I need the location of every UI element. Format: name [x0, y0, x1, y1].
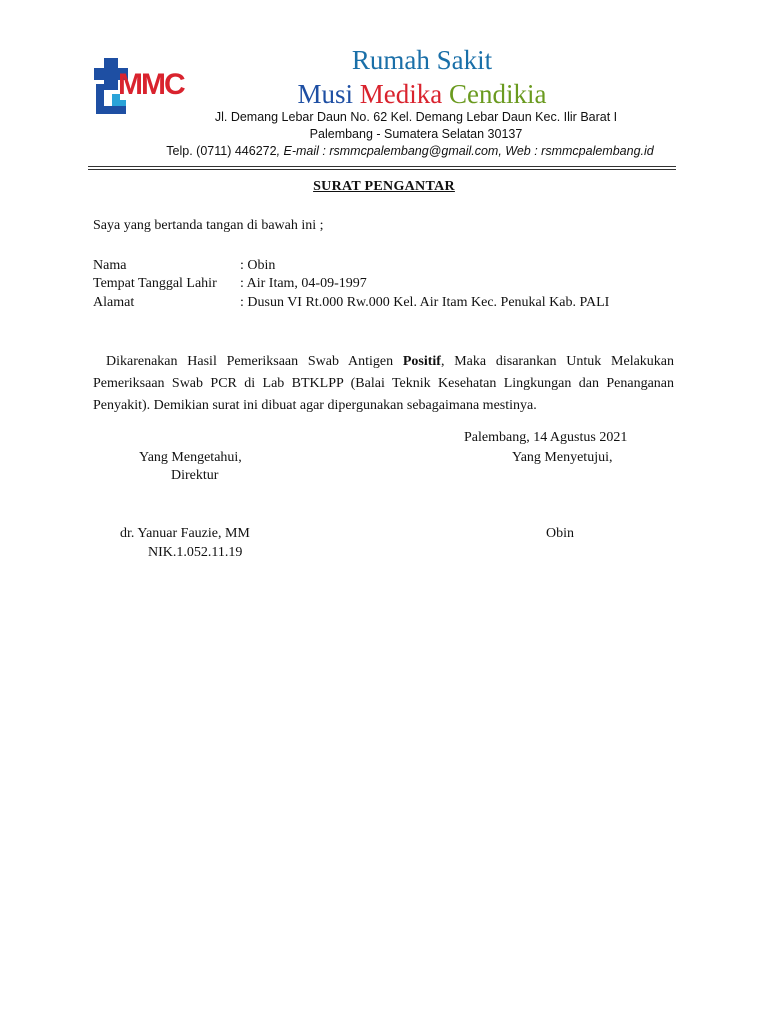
- header-divider-top: [88, 166, 676, 167]
- body-paragraph: [93, 351, 674, 417]
- hospital-name-line2: [222, 79, 622, 109]
- right-sign-name: Obin: [546, 526, 574, 541]
- letter-title: SURAT PENGANTAR: [313, 179, 455, 194]
- field-value-alamat: : Dusun VI Rt.000 Rw.000 Kel. Air Itam Kec. Penukal Kab. PALI: [240, 295, 610, 310]
- contact-email-web: , E-mail : rsmmcpalembang@gmail.com, Web : rsmmcpalembang.id: [276, 144, 654, 158]
- field-label-nama: Nama: [93, 258, 127, 273]
- field-label-ttl: Tempat Tanggal Lahir: [93, 276, 217, 291]
- hospital-name-cendikia: Cendikia: [449, 79, 547, 109]
- logo-text: MMC: [118, 68, 184, 101]
- hospital-name-line1: Rumah Sakit: [351, 45, 493, 75]
- address-line2: Palembang - Sumatera Selatan 30137: [309, 127, 523, 141]
- field-label-alamat: Alamat: [93, 295, 135, 310]
- left-sign-role: Direktur: [171, 468, 219, 483]
- header-divider-bottom: [88, 169, 676, 170]
- body-text-after: , Maka disarankan Untuk Melakukan Pemeriksaan Swab PCR di Lab BTKLPP (Balai Teknik Kesehatan Lingkungan dan Penanganan Penyakit). Demikian surat ini dibuat agar dipergunakan sebagaimana mestinya.: [93, 354, 675, 413]
- intro-text: Saya yang bertanda tangan di bawah ini ;: [93, 218, 324, 233]
- hospital-logo: [90, 50, 188, 116]
- field-value-nama: : Obin: [240, 258, 276, 273]
- left-sign-heading: Yang Mengetahui,: [139, 450, 242, 465]
- body-text-bold: Positif: [402, 354, 441, 369]
- left-sign-nik: NIK.1.052.11.19: [148, 545, 243, 560]
- contact-line: [130, 144, 690, 158]
- hospital-name-musi: Musi: [297, 79, 354, 109]
- place-date: Palembang, 14 Agustus 2021: [464, 430, 628, 445]
- right-sign-heading: Yang Menyetujui,: [512, 450, 613, 465]
- left-sign-name: dr. Yanuar Fauzie, MM: [120, 526, 250, 541]
- body-text-before: Dikarenakan Hasil Pemeriksaan Swab Antigen: [106, 354, 403, 369]
- hospital-name-medika: Medika: [359, 79, 443, 109]
- contact-telp: Telp. (0711) 446272: [166, 144, 277, 158]
- field-value-ttl: : Air Itam, 04-09-1997: [240, 276, 367, 291]
- address-line1: Jl. Demang Lebar Daun No. 62 Kel. Demang Lebar Daun Kec. Ilir Barat I: [214, 110, 618, 124]
